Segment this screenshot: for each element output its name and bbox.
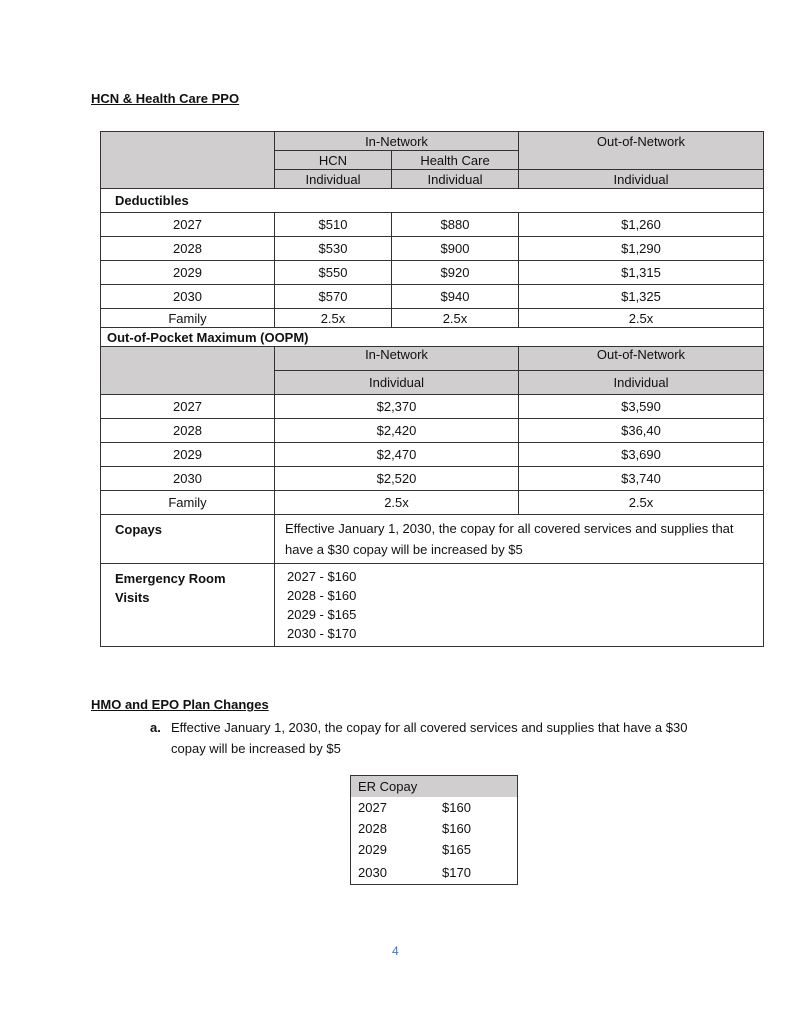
oon-cell: $3,740 xyxy=(519,467,764,491)
year-cell: 2030 xyxy=(101,285,275,309)
section-heading-ppo: HCN & Health Care PPO xyxy=(91,91,240,106)
hcn-cell: 2.5x xyxy=(275,309,392,328)
oon-cell: $36,40 xyxy=(519,419,764,443)
year-cell: 2029 xyxy=(101,261,275,285)
amount-cell: $170 xyxy=(442,864,471,880)
amount-cell: $160 xyxy=(442,821,471,836)
oon-cell: 2.5x xyxy=(519,491,764,515)
in-network-cell: $2,520 xyxy=(275,467,519,491)
table-row xyxy=(101,309,764,328)
hcn-cell: $550 xyxy=(275,261,392,285)
er-copay-header: ER Copay xyxy=(351,776,518,798)
in-network-cell: $2,370 xyxy=(275,395,519,419)
table-row xyxy=(351,860,518,885)
in-network-cell: $2,470 xyxy=(275,443,519,467)
er-visit-item: 2027 - $160 xyxy=(287,569,357,584)
oopm-label: Out-of-Pocket Maximum (OOPM) xyxy=(101,328,764,347)
year-cell: 2030 xyxy=(101,467,275,491)
page-number: 4 xyxy=(392,944,399,958)
hc-cell: $940 xyxy=(392,285,519,309)
table-row xyxy=(351,839,518,860)
table-row xyxy=(101,261,764,285)
amount-cell: $160 xyxy=(442,800,471,815)
year-cell: 2030 xyxy=(358,864,387,880)
header-individual-hc: Individual xyxy=(392,170,519,189)
table-row xyxy=(101,443,764,467)
list-item-text: Effective January 1, 2030, the copay for all covered services and supplies that have a $30 copay will be increased by $5 xyxy=(171,720,688,756)
year-cell: 2027 xyxy=(101,395,275,419)
table-row xyxy=(101,395,764,419)
er-label-line2: Visits xyxy=(115,590,150,605)
table-row xyxy=(101,419,764,443)
header-blank-cell xyxy=(101,132,275,189)
year-cell: Family xyxy=(101,309,275,328)
header-hcn: HCN xyxy=(275,151,392,170)
table-row xyxy=(101,237,764,261)
header-individual-hcn: Individual xyxy=(275,170,392,189)
ppo-benefits-table xyxy=(100,131,764,647)
er-visits-list xyxy=(275,564,764,647)
year-cell: 2027 xyxy=(101,213,275,237)
table-row xyxy=(351,797,518,818)
oopm-header-individual-in: Individual xyxy=(275,371,519,395)
hc-cell: $920 xyxy=(392,261,519,285)
header-out-network: Out-of-Network xyxy=(519,132,764,170)
hcn-cell: $570 xyxy=(275,285,392,309)
table-row xyxy=(351,818,518,839)
hcn-cell: $510 xyxy=(275,213,392,237)
year-cell: 2027 xyxy=(358,800,387,815)
year-cell: 2028 xyxy=(101,237,275,261)
year-cell: 2028 xyxy=(101,419,275,443)
oon-cell: $1,325 xyxy=(519,285,764,309)
in-network-cell: 2.5x xyxy=(275,491,519,515)
er-label-line1: Emergency Room xyxy=(115,571,226,586)
header-individual-oon: Individual xyxy=(519,170,764,189)
oon-cell: $1,290 xyxy=(519,237,764,261)
copays-text: Effective January 1, 2030, the copay for all covered services and supplies that have a $30 copay will be increased by $5 xyxy=(275,515,764,564)
hcn-cell: $530 xyxy=(275,237,392,261)
table-row xyxy=(101,491,764,515)
oopm-header-out-network: Out-of-Network xyxy=(519,347,764,371)
amount-cell: $165 xyxy=(442,842,471,857)
hc-cell: $900 xyxy=(392,237,519,261)
section-heading-hmo-epo: HMO and EPO Plan Changes xyxy=(91,697,269,712)
copays-label: Copays xyxy=(101,515,275,564)
oopm-header-in-network: In-Network xyxy=(275,347,519,371)
oon-cell: $1,260 xyxy=(519,213,764,237)
er-visit-item: 2030 - $170 xyxy=(287,626,357,641)
year-cell: 2029 xyxy=(101,443,275,467)
table-row xyxy=(101,213,764,237)
er-visits-label xyxy=(101,564,275,647)
year-cell: 2029 xyxy=(358,842,387,857)
oon-cell: $3,590 xyxy=(519,395,764,419)
oon-cell: $1,315 xyxy=(519,261,764,285)
table-row xyxy=(101,467,764,491)
table-row xyxy=(101,285,764,309)
list-item xyxy=(150,717,710,759)
er-visit-item: 2029 - $165 xyxy=(287,607,357,622)
in-network-cell: $2,420 xyxy=(275,419,519,443)
er-copay-table xyxy=(350,775,518,885)
hc-cell: 2.5x xyxy=(392,309,519,328)
oopm-header-individual-oon: Individual xyxy=(519,371,764,395)
year-cell: 2028 xyxy=(358,821,387,836)
oon-cell: 2.5x xyxy=(519,309,764,328)
oon-cell: $3,690 xyxy=(519,443,764,467)
er-visit-item: 2028 - $160 xyxy=(287,588,357,603)
hc-cell: $880 xyxy=(392,213,519,237)
deductibles-label: Deductibles xyxy=(101,189,764,213)
year-cell: Family xyxy=(101,491,275,515)
oopm-header-blank xyxy=(101,347,275,395)
list-marker: a. xyxy=(150,720,161,735)
header-health-care: Health Care xyxy=(392,151,519,170)
header-in-network: In-Network xyxy=(275,132,519,151)
